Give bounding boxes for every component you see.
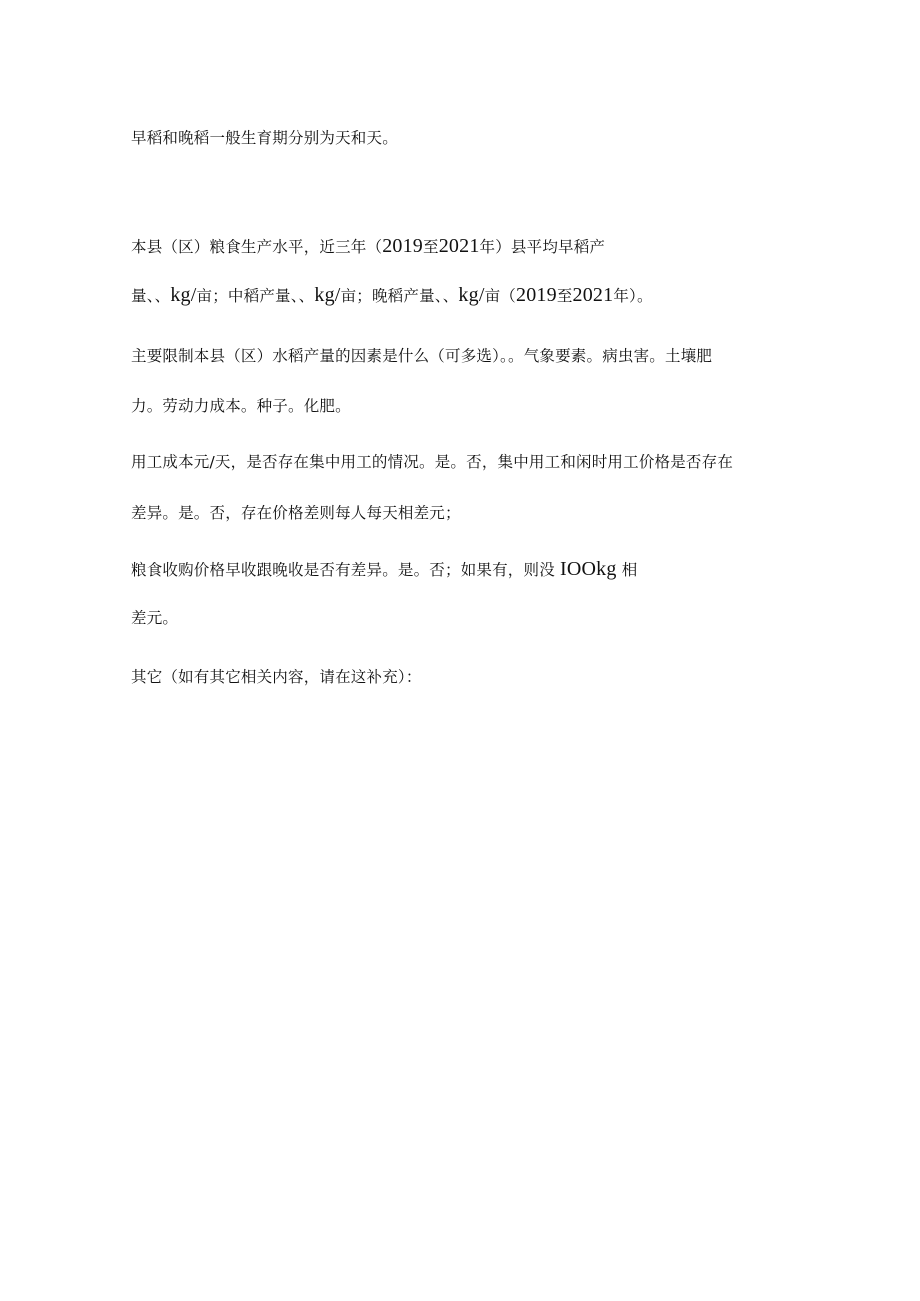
text-segment: 年）县平均早稻产 bbox=[479, 238, 606, 256]
labor-cost-line-2: 差异。是。否，存在价格差则每人每天相差元； bbox=[131, 504, 461, 522]
text-segment: 年）。 bbox=[613, 287, 653, 305]
year-start: 2019 bbox=[382, 235, 424, 257]
growth-period-line: 早稻和晚稻一般生育期分别为天和天。 bbox=[131, 129, 398, 147]
text-segment: 粮食收购价格早收跟晚收是否有差异。是。否；如果有，则没 bbox=[131, 561, 561, 579]
text-segment: 至 bbox=[556, 287, 573, 305]
text-segment: 亩；中稻产量、、 bbox=[196, 287, 315, 305]
grain-price-line-1 bbox=[131, 559, 637, 580]
text-segment: 量、、 bbox=[131, 287, 171, 305]
grain-price-line-2: 差元。 bbox=[131, 609, 179, 627]
yield-level-line-1 bbox=[131, 236, 605, 257]
labor-cost-line-1: 用工成本元/天，是否存在集中用工的情况。是。否，集中用工和闲时用工价格是否存在 bbox=[131, 453, 734, 471]
year-end: 2021 bbox=[438, 235, 480, 257]
unit-kg: kg/ bbox=[314, 284, 341, 306]
limiting-factors-line-1: 主要限制本县（区）水稻产量的因素是什么（可多选）。。气象要素。病虫害。土壤肥 bbox=[131, 347, 713, 365]
other-notes-line: 其它（如有其它相关内容，请在这补充）： bbox=[131, 668, 422, 686]
text-segment: 至 bbox=[423, 238, 439, 256]
unit-100kg: IOOkg bbox=[560, 558, 617, 580]
text-segment: 亩（ bbox=[484, 287, 516, 305]
limiting-factors-line-2: 力。劳动力成本。种子。化肥。 bbox=[131, 397, 351, 415]
year-end: 2021 bbox=[572, 284, 614, 306]
text-segment: 本县（区）粮食生产水平，近三年（ bbox=[131, 238, 383, 256]
unit-kg: kg/ bbox=[170, 284, 197, 306]
year-start: 2019 bbox=[516, 284, 557, 306]
yield-level-line-2 bbox=[131, 285, 653, 306]
unit-kg: kg/ bbox=[458, 284, 485, 306]
text-segment: 亩；晚稻产量、、 bbox=[340, 287, 459, 305]
text-segment: 相 bbox=[616, 561, 638, 579]
